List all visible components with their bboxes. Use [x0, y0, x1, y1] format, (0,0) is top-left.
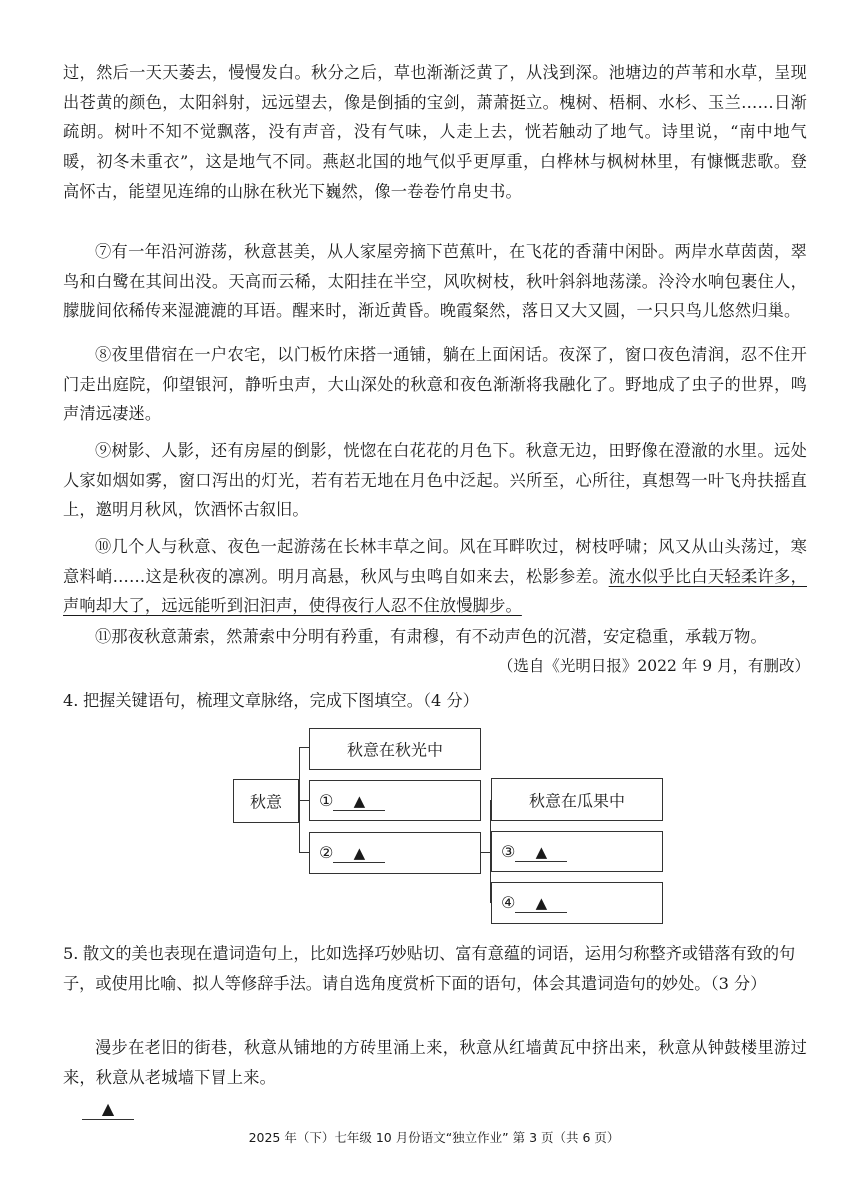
blank-2-number: ② [319, 843, 334, 862]
question-5-text: 散文的美也表现在遣词造句上，比如选择巧妙贴切、富有意蕴的词语，运用匀称整齐或错落有致的句子，或使用比喻、拟人等修辞手法。请自选角度赏析下面的语句，体会其遣词造句的妙处。（3 分） [63, 944, 796, 993]
root-label: 秋意 [249, 792, 282, 812]
triangle-marker-icon: ▲ [535, 842, 548, 861]
answer-blank-3[interactable] [515, 843, 567, 862]
top-box [309, 728, 481, 770]
triangle-marker-icon: ▲ [101, 1099, 115, 1118]
paragraph-continued: 过，然后一天天萎去，慢慢发白。秋分之后，草也渐渐泛黄了，从浅到深。池塘边的芦苇和水草，呈现出苍黄的颜色，太阳斜射，远远望去，像是倒插的宝剑，萧萧挺立。槐树、梧桐、水杉、玉兰……日渐疏朗。树叶不知不觉飘落，没有声音，没有气味，人走上去，恍若触动了地气。诗里说，“南中地气暖，初冬未重衣”，这是地气不同。燕赵北国的地气似乎更厚重，白桦林与枫树林里，有慷慨悲歌。登高怀古，能望见连绵的山脉在秋光下巍然，像一卷卷竹帛史书。 [63, 63, 807, 201]
blank-3-number: ③ [501, 841, 516, 861]
triangle-marker-icon: ▲ [353, 791, 366, 810]
middle-box-label: 秋意在瓜果中 [528, 791, 625, 810]
connector-line [299, 747, 309, 748]
answer-blank-5[interactable] [82, 1099, 134, 1120]
blank-box-4 [491, 882, 663, 924]
answer-blank-2[interactable] [333, 844, 385, 863]
paragraph-8: ⑧夜里借宿在一户农宅，以门板竹床搭一通铺，躺在上面闲话。夜深了，窗口夜色清润，忍不住开门走出庭院，仰望银河，静听虫声，大山深处的秋意和夜色渐渐将我融化了。野地成了虫子的世界，鸣声清远凄迷。 [63, 345, 807, 424]
blank-box-2 [309, 832, 481, 874]
answer-blank-4[interactable] [515, 894, 567, 913]
question-5 [63, 939, 807, 998]
blank-4-number: ④ [501, 893, 516, 912]
top-box-label: 秋意在秋光中 [346, 740, 443, 760]
question-4 [63, 686, 807, 716]
question-5-quote: 漫步在老旧的街巷，秋意从铺地的方砖里涌上来，秋意从红墙黄瓦中挤出来，秋意从钟鼓楼里游过来，秋意从老城墙下冒上来。 [63, 1038, 807, 1087]
underlined-sentence: 流水似乎比白天轻柔许多，声响却大了，远远能听到汩汩声，使得夜行人忍不住放慢脚步。 [63, 566, 807, 616]
triangle-marker-icon: ▲ [535, 894, 548, 912]
page-footer: 2025 年（下）七年级 10 月份语文“独立作业” 第 3 页（共 6 页） [248, 1130, 620, 1145]
connector-line [299, 852, 309, 853]
question-4-number: 4. [63, 691, 79, 710]
question-5-number: 5. [63, 944, 79, 963]
paragraph-10 [63, 532, 807, 621]
triangle-marker-icon: ▲ [353, 844, 366, 862]
paragraph-11: ⑪那夜秋意萧索，然萧索中分明有矜重，有肃穆，有不动声色的沉潜，安定稳重，承载万物。 [95, 627, 767, 646]
answer-blank-1[interactable] [333, 792, 385, 811]
blank-box-3 [491, 831, 663, 872]
question-4-text: 把握关键语句，梳理文章脉络，完成下图填空。（4 分） [83, 691, 479, 710]
paragraph-10-text: ⑩几个人与秋意、夜色一起游荡在长林丰草之间。风在耳畔吹过，树枝呼啸；风又从山头荡过，寒意料峭……这是秋夜的凛冽。明月高悬，秋风与虫鸣自如来去，松影参差。 [63, 537, 807, 586]
blank-1-number: ① [319, 790, 334, 810]
source-citation: （选自《光明日报》2022 年 9 月，有删改） [497, 657, 810, 675]
middle-box [491, 778, 663, 821]
blank-box-1 [309, 780, 481, 821]
paragraph-9: ⑨树影、人影，还有房屋的倒影，恍惚在白花花的月色下。秋意无边，田野像在澄澈的水里。远处人家如烟如雾，窗口泻出的灯光，若有若无地在月色中泛起。兴所至，心所往，真想驾一叶飞舟扶摇直上，邀明月秋风，饮酒怀古叙旧。 [63, 441, 807, 520]
connector-line [299, 800, 309, 801]
paragraph-7: ⑦有一年沿河游荡，秋意甚美，从人家屋旁摘下芭蕉叶，在飞花的香蒲中闲卧。两岸水草茵茵，翠鸟和白鹭在其间出没。天高而云稀，太阳挂在半空，风吹树枝，秋叶斜斜地荡漾。泠泠水响包裹住人，朦胧间依稀传来湿漉漉的耳语。醒来时，渐近黄昏。晚霞粲然，落日又大又圆，一只只鸟儿悠然归巢。 [63, 242, 807, 321]
root-box [233, 779, 299, 823]
connector-line [299, 747, 300, 853]
